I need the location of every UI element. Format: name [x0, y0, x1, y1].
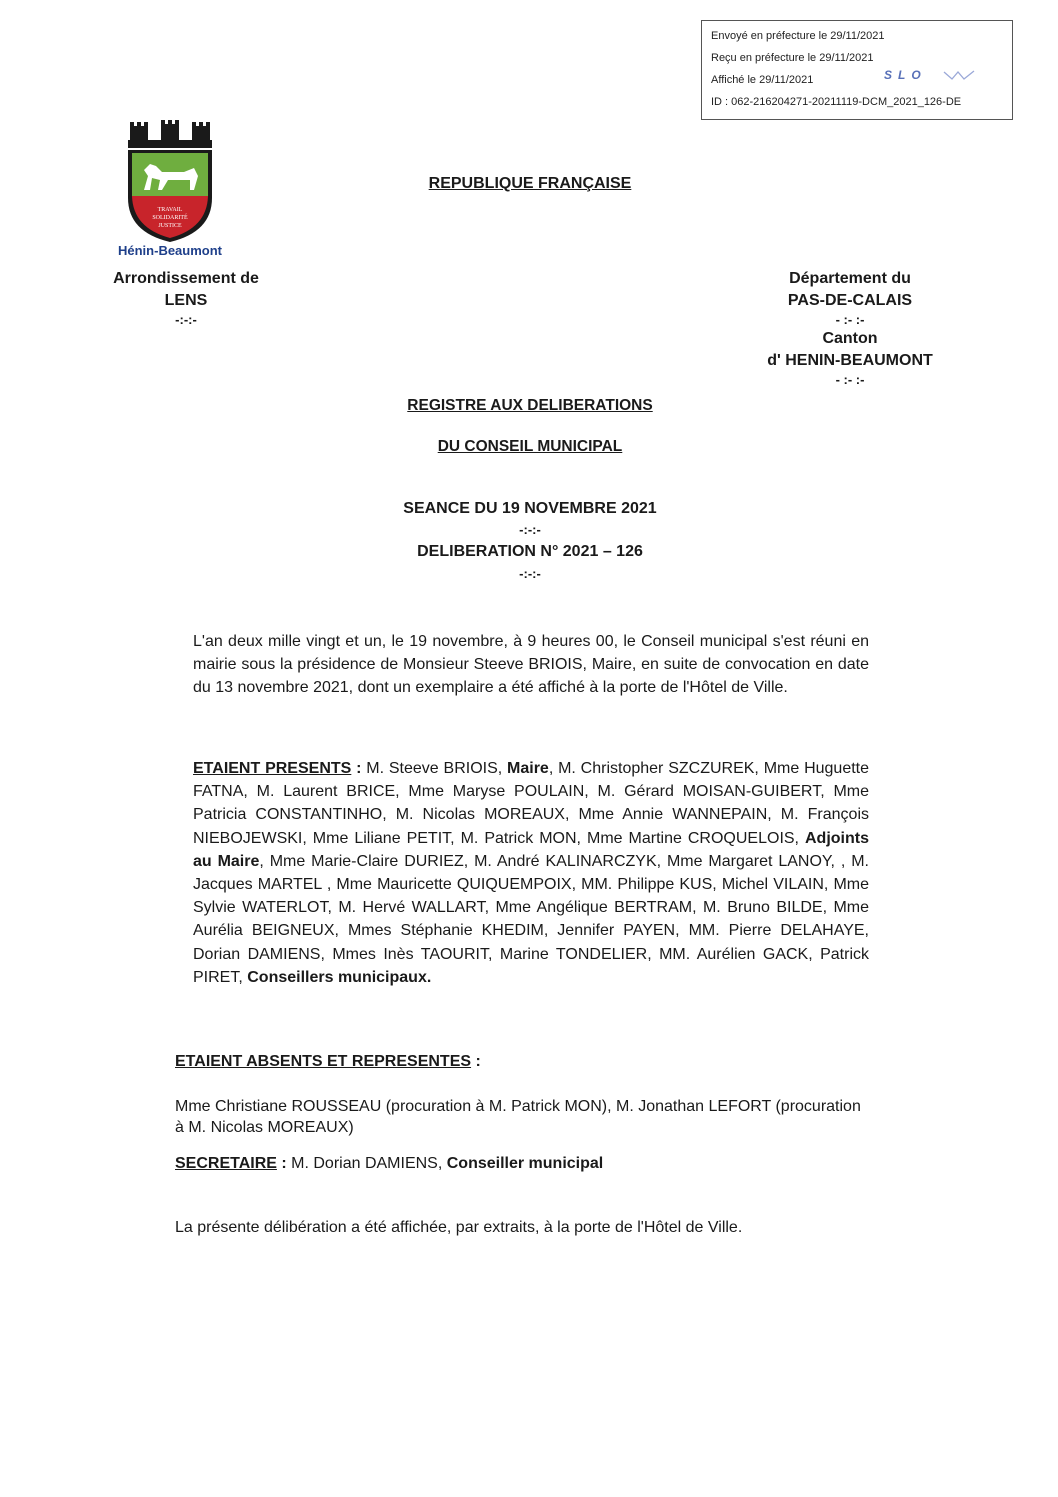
departement-name: PAS-DE-CALAIS: [787, 292, 913, 309]
secretaire-colon: :: [276, 1155, 292, 1172]
separator: - :- :-: [835, 372, 865, 387]
seance-title: SEANCE DU 19 NOVEMBRE 2021: [403, 500, 657, 517]
canton-name: d' HENIN-BEAUMONT: [767, 352, 933, 369]
absents-heading: [175, 1053, 675, 1071]
separator: -:-:-: [519, 566, 541, 581]
presents-text-3: , Mme Marie-Claire DURIEZ, M. André KALINARCZYK, Mme Margaret LANOY, , M. Jacques MARTEL , Mme Mauricette QUIQUEMPOIX, MM. Philippe KUS, Michel VILAIN, Mme Sylvie WATERLOT, M. Hervé WALLART, Mme Angélique BERTRAM, M. Bruno BILDE, Mme Aurélia BEIGNEUX, Mmes Stéphanie KHEDIM, Jennifer PAYEN, MM. Pierre DELAHAYE, Dorian DAMIENS, Mmes Inès TAOURIT, Marine TONDELIER, MM. Aurélien GACK, Patrick PIRET,: [193, 852, 869, 986]
motto-3: JUSTICE: [158, 223, 182, 229]
secretaire-label: SECRETAIRE: [175, 1155, 277, 1172]
absents-paragraph: Mme Christiane ROUSSEAU (procuration à M. Patrick MON), M. Jonathan LEFORT (procuration à M. Nicolas MOREAUX): [175, 1098, 861, 1136]
slow-logo-icon: [882, 68, 992, 82]
coat-of-arms-icon: [122, 120, 218, 260]
role-conseillers: Conseillers municipaux.: [247, 968, 432, 986]
stamp-recu: Reçu en préfecture le 29/11/2021: [711, 52, 874, 64]
presents-paragraph: [193, 757, 869, 989]
conseil-title: DU CONSEIL MUNICIPAL: [437, 438, 623, 455]
intro-paragraph: L'an deux mille vingt et un, le 19 novembre, à 9 heures 00, le Conseil municipal s'est réuni en mairie sous la présidence de Monsieur Steeve BRIOIS, Maire, en suite de convocation en date du 13 novembre 2021, dont un exemplaire a été affiché à la porte de l'Hôtel de Ville.: [193, 633, 869, 697]
secretaire-line: [175, 1155, 870, 1173]
motto-1: TRAVAIL: [157, 207, 183, 213]
motto-2: SOLIDARITÉ: [152, 215, 188, 221]
presents-text-2: , M. Christopher SZCZUREK, Mme Huguette FATNA, M. Laurent BRICE, Mme Maryse POULAIN, M. Gérard MOISAN-GUIBERT, Mme Patricia CONSTANTINHO, M. Nicolas MOREAUX, Mme Annie WANNEPAIN, M. François NIEBOJEWSKI, Mme Liliane PETIT, M. Patrick MON, Mme Martine CROQUELOIS,: [193, 760, 870, 847]
presents-colon: :: [351, 760, 367, 777]
absents-label: ETAIENT ABSENTS ET REPRESENTES: [175, 1053, 472, 1070]
affichage-statement: La présente délibération a été affichée, par extraits, à la porte de l'Hôtel de Ville.: [175, 1219, 743, 1236]
arrondissement-name: LENS: [164, 292, 208, 309]
separator: - :- :-: [835, 312, 865, 327]
deliberation-number: DELIBERATION N° 2021 – 126: [417, 543, 643, 560]
role-adjoints: Adjoints au Maire: [193, 829, 869, 870]
separator: -:-:-: [175, 312, 197, 327]
presents-text-1: M. Steeve BRIOIS,: [366, 760, 508, 777]
prefecture-stamp: [701, 20, 1013, 120]
republic-heading: REPUBLIQUE FRANÇAISE: [428, 175, 632, 192]
departement-label: Département du: [789, 270, 911, 287]
registre-title: REGISTRE AUX DELIBERATIONS: [407, 397, 653, 414]
arrondissement-block: [96, 268, 276, 328]
arrondissement-label: Arrondissement de: [113, 270, 259, 287]
stamp-affiche: Affiché le 29/11/2021: [711, 74, 814, 86]
svg-text:SLO: SLO: [884, 68, 927, 82]
town-logo-name: Hénin-Beaumont: [118, 243, 222, 258]
departement-block: [730, 268, 970, 388]
secretaire-role: Conseiller municipal: [446, 1155, 604, 1172]
role-maire: Maire: [507, 760, 549, 777]
secretaire-name: M. Dorian DAMIENS,: [291, 1155, 447, 1172]
stamp-id: ID : 062-216204271-20211119-DCM_2021_126-DE: [711, 96, 962, 108]
absents-colon: :: [471, 1053, 481, 1070]
canton-label: Canton: [822, 330, 878, 347]
presents-label: ETAIENT PRESENTS: [193, 760, 352, 777]
stamp-envoye: Envoyé en préfecture le 29/11/2021: [711, 30, 885, 42]
separator: -:-:-: [519, 522, 541, 537]
